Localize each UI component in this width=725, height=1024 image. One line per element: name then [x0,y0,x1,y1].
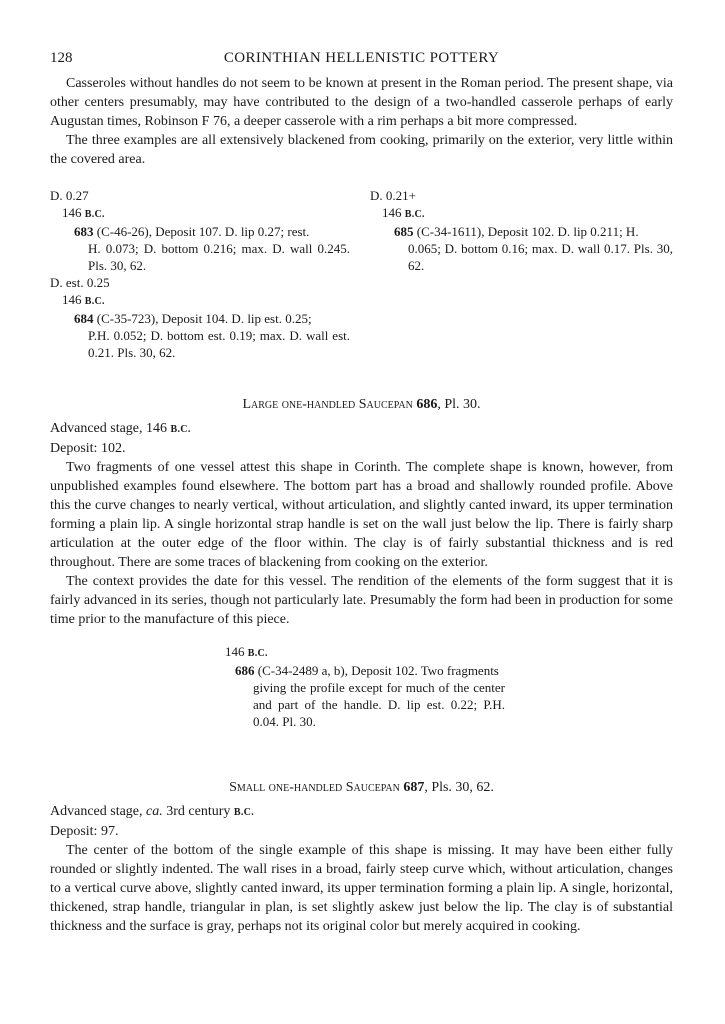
catalog-entry-685 [394,223,673,274]
entry-first-line: (C-34-1611), Deposit 102. D. lip 0.211; H. [416,224,639,239]
diameter-heading-3: D. 0.21+ [370,188,416,203]
stage-text: Advanced stage, [50,804,143,819]
section-title-text: Large one-handled Saucepan [242,397,413,412]
entry-number: 684 [74,311,94,326]
catalog-entry-686-block [225,643,505,730]
stage-century: 3rd century [166,804,231,819]
bc-label: B.C. [170,424,191,435]
section-title-plates: , Pl. 30. [437,397,481,412]
catalog-entry-684 [74,310,350,361]
date-value: 146 [225,644,245,659]
entry-continuation: giving the profile except for much of the center and part of the handle. D. lip est. 0.22; P.H. 0.04. Pl. 30. [253,680,505,729]
stage-line-2 [50,802,673,822]
date-heading-2 [62,291,350,310]
stage-line [50,419,673,439]
entry-first-line: (C-34-2489 a, b), Deposit 102. Two fragments [257,663,499,678]
diameter-heading-2: D. est. 0.25 [50,275,110,290]
deposit-line: Deposit: 102. [50,441,126,456]
running-title: CORINTHIAN HELLENISTIC POTTERY [223,50,500,66]
date-heading-3 [382,204,673,223]
entry-number: 686 [235,663,255,678]
circa-label: ca. [146,804,163,819]
entry-continuation: P.H. 0.052; D. bottom est. 0.19; max. D. wall est. 0.21. Pls. 30, 62. [88,328,350,360]
date-heading-1 [62,204,350,223]
section-title-text: Small one-handled Saucepan [229,780,400,795]
bc-label: B.C. [233,807,254,818]
entry-first-line: (C-46-26), Deposit 107. D. lip 0.27; rest. [96,224,310,239]
section2-paragraph-1: The center of the bottom of the single example of this shape is missing. It may have been either fully rounded or slightly indented. The wall rises in a broad, fairly steep curve which, without articulation, changes to a vertical curve above, slightly canted inward, its upper termination forming a plain lip. A single, horizontal, thickened, strap handle, triangular in plan, is set slightly askew just below the lip. The clay is of substantial thickness and the surface is gray, perhaps not its original color but merely acquired in cooking. [50,843,673,934]
section1-paragraph-2: The context provides the date for this vessel. The rendition of the elements of the form suggest that it is fairly advanced in its series, though not particularly late. Presumably the form had been in production for some time prior to the manufacture of this piece. [50,574,673,627]
date-value: 146 [62,292,82,307]
section-title-plates: , Pls. 30, 62. [424,780,494,795]
catalog-entry-683 [74,223,350,274]
section1-paragraph-1: Two fragments of one vessel attest this shape in Corinth. The complete shape is known, however, from unpublished examples found elsewhere. The bottom part has a broad and shallowly rounded profile. Above this the curve changes to nearly vertical, without articulation, and slightly canted inward, its upper termination forming a plain lip. A single horizontal strap handle is set on the wall just below the lip. There is fairly sharp articulation at the outer edge of the floor within. The clay is of fairly substantial thickness and is red throughout. There are some traces of blackening from cooking on the exterior. [50,460,673,570]
intro-paragraph-1: Casseroles without handles do not seem to be known at present in the Roman period. The present shape, via other centers presumably, may have contributed to the design of a two-handled casserole perhaps of early Augustan times, Robinson F 76, a deeper casserole with a rim perhaps a bit more compressed. [50,76,673,129]
entry-continuation: 0.065; D. bottom 0.16; max. D. wall 0.17. Pls. 30, 62. [408,241,673,273]
intro-paragraph-2: The three examples are all extensively blackened from cooking, primarily on the exterior, very little within the covered area. [50,133,673,167]
bc-label: B.C. [404,209,425,220]
section-title-number: 687 [403,780,425,795]
catalog-entry-686 [235,662,505,730]
entry-number: 685 [394,224,414,239]
date-value: 146 [382,205,402,220]
bc-label: B.C. [247,648,268,659]
running-header [50,50,673,74]
page-number: 128 [50,50,73,66]
catalog-right-column [370,187,673,274]
date-value: 146 [62,205,82,220]
section-title-large-saucepan [50,397,673,413]
section-title-number: 686 [416,397,438,412]
entry-number: 683 [74,224,94,239]
bc-label: B.C. [84,209,105,220]
date-heading-4 [225,643,505,662]
catalog-columns [50,187,673,360]
entry-first-line: (C-35-723), Deposit 104. D. lip est. 0.25; [96,311,312,326]
document-page [50,50,673,936]
section-title-small-saucepan [50,780,673,796]
stage-text: Advanced stage, 146 [50,421,168,436]
diameter-heading-1: D. 0.27 [50,188,89,203]
bc-label: B.C. [84,296,105,307]
catalog-left-column [50,187,350,361]
deposit-line-2: Deposit: 97. [50,824,119,839]
entry-continuation: H. 0.073; D. bottom 0.216; max. D. wall 0.245. Pls. 30, 62. [88,241,350,273]
